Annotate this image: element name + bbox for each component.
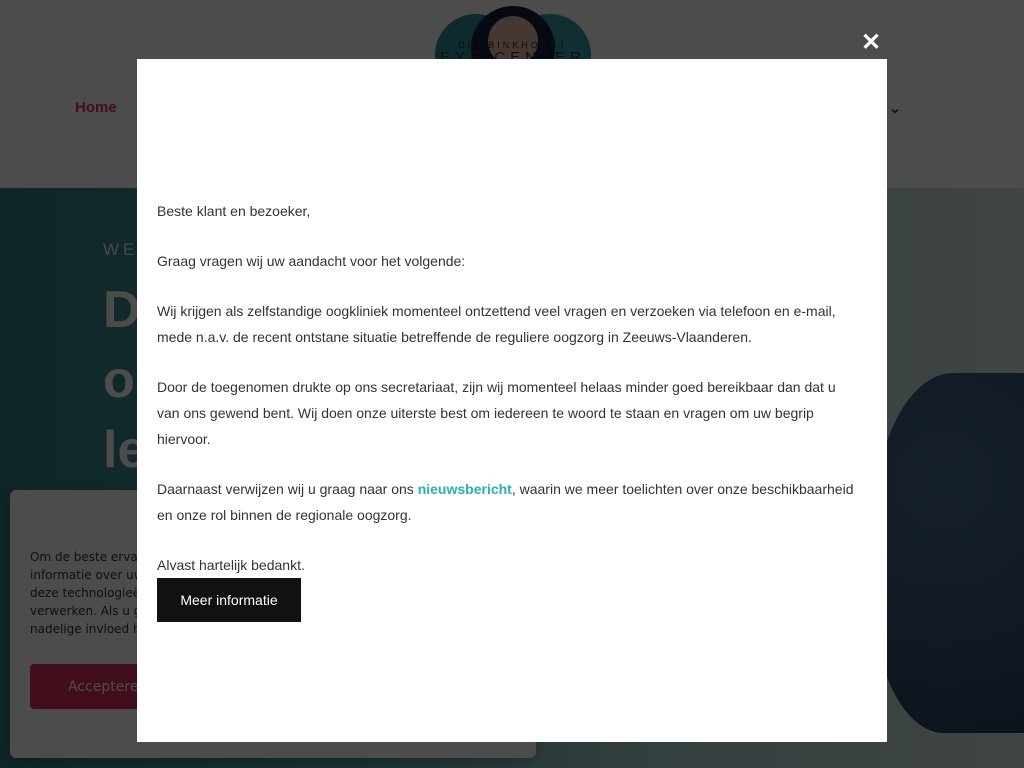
news-link[interactable]: nieuwsbericht	[417, 481, 512, 497]
paragraph-3-text-before: Daarnaast verwijzen wij u graag naar ons	[157, 481, 418, 497]
close-icon[interactable]: ✕	[858, 30, 884, 56]
modal-paragraph-1: Wij krijgen als zelfstandige oogkliniek momenteel ontzettend veel vragen en verzoeken via telefoon en e-mail, mede n.a.v. de recent ontstane situatie betreffende de reguliere oogzorg in Zeeuws-Vlaanderen.	[157, 303, 836, 345]
modal-body	[157, 198, 857, 602]
modal-paragraph-2: Door de toegenomen drukte op ons secretariaat, zijn wij momenteel helaas minder goed bereikbaar dan dat u van ons gewend bent. Wij doen onze uiterste best om iedereen te woord te staan en vragen om uw begrip hiervoor.	[157, 379, 836, 447]
modal-greeting: Beste klant en bezoeker,	[157, 203, 311, 219]
modal-paragraph-3	[157, 476, 857, 528]
modal-thanks: Alvast hartelijk bedankt.	[157, 557, 305, 573]
paragraph-3-text-after: , waarin we meer toelichten over onze beschikbaarheid en onze rol binnen de regionale oogzorg.	[157, 481, 854, 523]
more-info-button[interactable]: Meer informatie	[157, 578, 301, 622]
popup-modal	[137, 59, 887, 742]
modal-intro: Graag vragen wij uw aandacht voor het volgende:	[157, 253, 466, 269]
